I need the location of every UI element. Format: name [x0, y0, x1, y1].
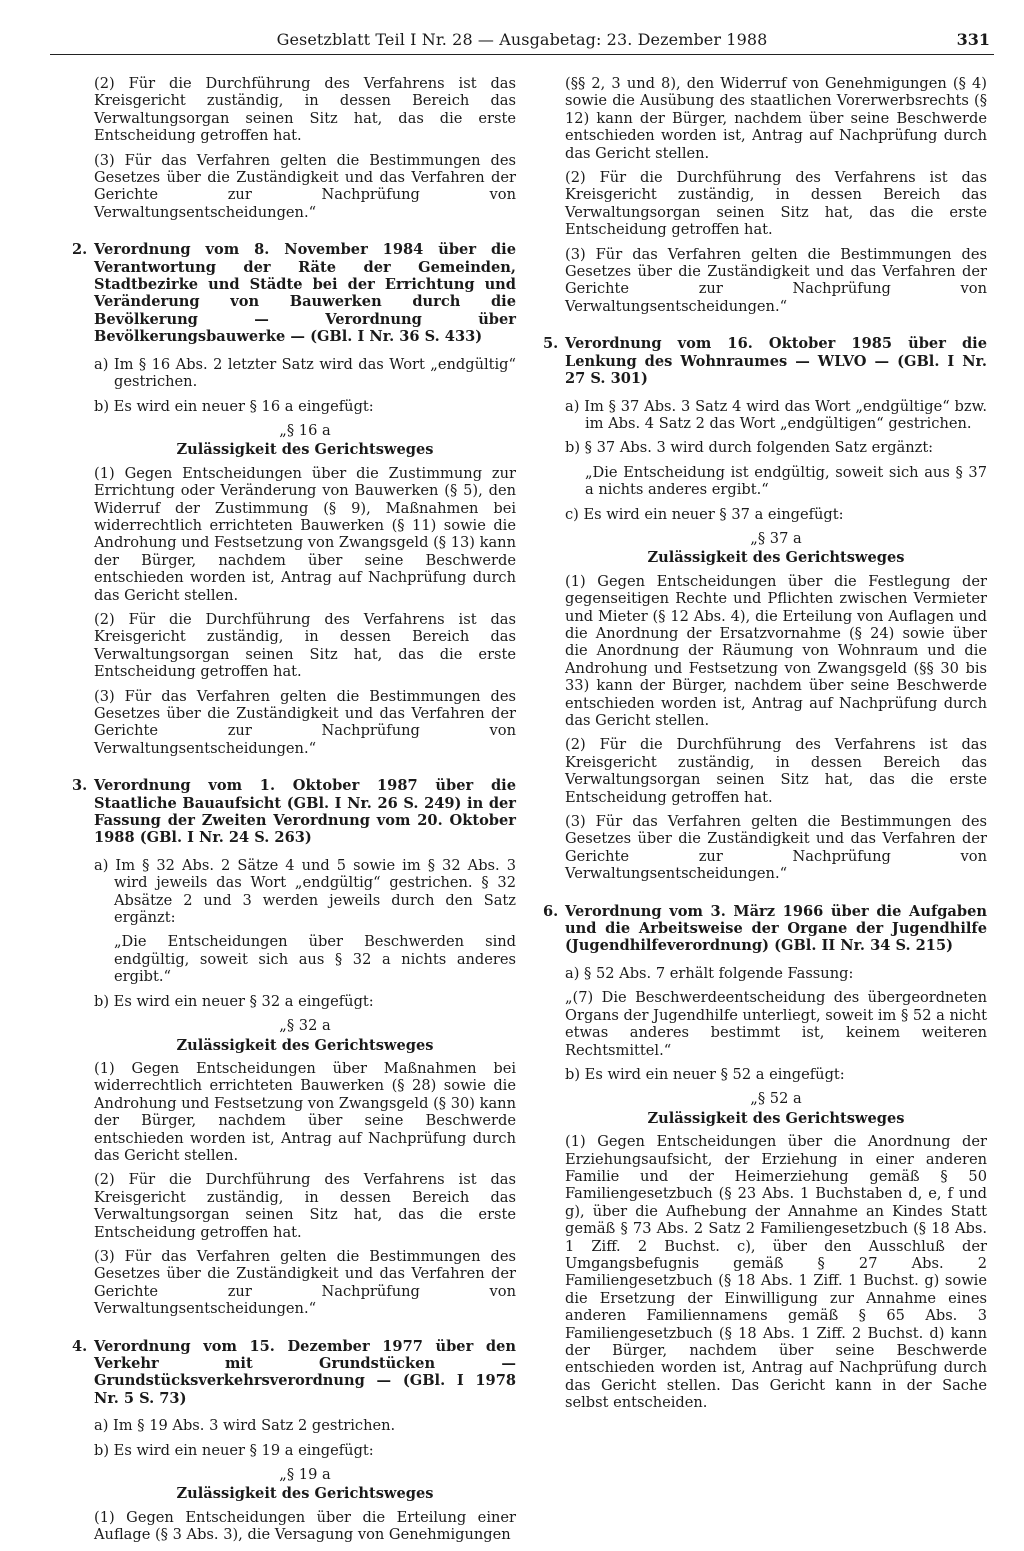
amendment-item: b) Es wird ein neuer § 19 a eingefügt:	[94, 1441, 374, 1459]
paragraph-mark: „§ 37 a	[750, 529, 802, 547]
paragraph-title: Zulässigkeit des Gerichtsweges	[176, 441, 434, 459]
amendment-item: b) Es wird ein neuer § 16 a eingefügt:	[94, 397, 374, 415]
section-title: Verordnung vom 1. Oktober 1987 über die Staatliche Bauaufsicht (GBl. I Nr. 26 S. 249) in der Fassung der Zweiten Verordnung vom 20. Oktober 1988 (GBl. I Nr. 24 S. 263)	[94, 777, 516, 847]
paragraph-mark: „§ 19 a	[279, 1466, 331, 1484]
right-column	[543, 75, 987, 1419]
section-heading	[72, 1338, 516, 1408]
paragraph: (2) Für die Durchführung des Verfahrens ist das Kreisgericht zuständig, in dessen Bereich das Verwaltungsorgan seinen Sitz hat, das die erste Entscheidung getroffen hat.	[94, 610, 516, 681]
paragraph: (1) Gegen Entscheidungen über die Erteilung einer Auflage (§ 3 Abs. 3), die Versagung von Genehmigungen	[94, 1508, 516, 1544]
paragraph: (1) Gegen Entscheidungen über die Festlegung der gegenseitigen Rechte und Pflichten zwischen Vermieter und Mieter (§ 12 Abs. 4), die Erteilung von Auflagen und die Anordnung der Ersatzvornahme (§ 24) sowie über die Anordnung der Räumung von Wohnraum und die Androhung und Festsetzung von Zwangsgeld (§§ 30 bis 33) kann der Bürger, nachdem über seine Beschwerde entschieden worden ist, Antrag auf Nachprüfung durch das Gericht stellen.	[565, 572, 987, 729]
paragraph: (§§ 2, 3 und 8), den Widerruf von Genehmigungen (§ 4) sowie die Ausübung des staatlichen Vorerwerbsrechts (§ 12) kann der Bürger, nachdem über seine Beschwerde entschieden worden ist, Antrag auf Nachprüfung durch das Gericht stellen.	[565, 75, 987, 162]
section-title: Verordnung vom 8. November 1984 über die Verantwortung der Räte der Gemeinden, Stadtbezirke und Städte bei der Errichtung und Veränderung von Bauwerken durch die Bevölkerung — Verordnung über Bevölkerungsbauwerke — (GBl. I Nr. 36 S. 433)	[94, 241, 516, 346]
header-title: Gesetzblatt Teil I Nr. 28 — Ausgabetag: 23. Dezember 1988	[276, 30, 768, 49]
inserted-quote: „(7) Die Beschwerdeentscheidung des übergeordneten Organs der Jugendhilfe unterliegt, soweit im § 52 a nicht etwas anderes bestimmt ist, keinem weiteren Rechtsmittel.“	[565, 989, 987, 1059]
paragraph: (1) Gegen Entscheidungen über Maßnahmen bei widerrechtlich errichteten Bauwerken (§ 28) sowie die Androhung und Festsetzung von Zwangsgeld (§ 30) kann der Bürger, nachdem über seine Beschwerde entschieden worden ist, Antrag auf Nachprüfung durch das Gericht stellen.	[94, 1059, 516, 1164]
paragraph: (3) Für das Verfahren gelten die Bestimmungen des Gesetzes über die Zuständigkeit und das Verfahren der Gerichte zur Nachprüfung von Verwaltungsentscheidungen.“	[94, 1247, 516, 1318]
section-title: Verordnung vom 3. März 1966 über die Aufgaben und die Arbeitsweise der Organe der Jugendhilfe (Jugendhilfeverordnung) (GBl. II Nr. 34 S. 215)	[565, 902, 987, 955]
paragraph: (2) Für die Durchführung des Verfahrens ist das Kreisgericht zuständig, in dessen Bereich das Verwaltungsorgan seinen Sitz hat, das die erste Entscheidung getroffen hat.	[94, 75, 516, 145]
section-number: 2.	[72, 241, 88, 259]
paragraph: (2) Für die Durchführung des Verfahrens ist das Kreisgericht zuständig, in dessen Bereich das Verwaltungsorgan seinen Sitz hat, das die erste Entscheidung getroffen hat.	[565, 169, 987, 239]
paragraph-mark: „§ 16 a	[279, 421, 331, 439]
amendment-item: a) § 52 Abs. 7 erhält folgende Fassung:	[565, 964, 854, 982]
amendment-item: a) Im § 37 Abs. 3 Satz 4 wird das Wort „endgültige“ bzw. im Abs. 4 Satz 2 das Wort „endgültigen“ gestrichen.	[565, 397, 987, 432]
paragraph: (3) Für das Verfahren gelten die Bestimmungen des Gesetzes über die Zuständigkeit und das Verfahren der Gerichte zur Nachprüfung von Verwaltungsentscheidungen.“	[565, 245, 987, 315]
section-title: Verordnung vom 16. Oktober 1985 über die Lenkung des Wohnraumes — WLVO — (GBl. I Nr. 27 S. 301)	[565, 335, 987, 388]
section-heading	[543, 903, 987, 955]
left-column	[72, 75, 516, 1551]
paragraph: (2) Für die Durchführung des Verfahrens ist das Kreisgericht zuständig, in dessen Bereich das Verwaltungsorgan seinen Sitz hat, das die erste Entscheidung getroffen hat.	[94, 1171, 516, 1241]
amendment-item: b) Es wird ein neuer § 52 a eingefügt:	[565, 1065, 845, 1083]
amendment-item: b) § 37 Abs. 3 wird durch folgenden Satz ergänzt:	[565, 439, 934, 457]
paragraph-mark: „§ 52 a	[750, 1090, 802, 1108]
section-number: 5.	[543, 335, 559, 353]
section-heading	[543, 335, 987, 387]
paragraph: (3) Für das Verfahren gelten die Bestimmungen des Gesetzes über die Zuständigkeit und das Verfahren der Gerichte zur Nachprüfung von Verwaltungsentscheidungen.“	[565, 813, 987, 883]
amendment-item: c) Es wird ein neuer § 37 a eingefügt:	[565, 505, 844, 523]
paragraph: (1) Gegen Entscheidungen über die Anordnung der Erziehungsaufsicht, der Erziehung in einer anderen Familie und der Heimerziehung gemäß § 50 Familiengesetzbuch (§ 23 Abs. 1 Buchstaben d, e, f und g), über die Aufhebung der Annahme an Kindes Statt gemäß § 73 Abs. 2 Satz 2 Familiengesetzbuch (§ 18 Abs. 1 Ziff. 2 Buchst. c), über den Ausschluß der Umgangsbefugnis gemäß § 27 Abs. 2 Familiengesetzbuch (§ 18 Abs. 1 Ziff. 1 Buchst. g) sowie die Ersetzung der Einwilligung zur Annahme eines anderen Familiennamens gemäß § 65 Abs. 3 Familiengesetzbuch (§ 18 Abs. 1 Ziff. 2 Buchst. d) kann der Bürger, nachdem über seine Beschwerde entschieden worden ist, Antrag auf Nachprüfung durch das Gericht stellen. Das Gericht kann in der Sache selbst entscheiden.	[565, 1133, 987, 1412]
section-number: 6.	[543, 902, 559, 920]
section-heading	[72, 241, 516, 345]
section-number: 4.	[72, 1337, 88, 1355]
paragraph-title: Zulässigkeit des Gerichtsweges	[176, 1036, 434, 1054]
inserted-quote: „Die Entscheidung ist endgültig, soweit sich aus § 37 a nichts anderes ergibt.“	[585, 463, 987, 499]
amendment-item: a) Im § 16 Abs. 2 letzter Satz wird das Wort „endgültig“ gestrichen.	[94, 355, 516, 391]
amendment-item: b) Es wird ein neuer § 32 a eingefügt:	[94, 992, 374, 1010]
paragraph-title: Zulässigkeit des Gerichtsweges	[647, 549, 905, 567]
section-number: 3.	[72, 777, 88, 795]
section-title: Verordnung vom 15. Dezember 1977 über den Verkehr mit Grundstücken — Grundstücksverkehrsverordnung — (GBl. I 1978 Nr. 5 S. 73)	[94, 1337, 516, 1407]
paragraph-title: Zulässigkeit des Gerichtsweges	[647, 1109, 905, 1127]
paragraph: (3) Für das Verfahren gelten die Bestimmungen des Gesetzes über die Zuständigkeit und das Verfahren der Gerichte zur Nachprüfung von Verwaltungsentscheidungen.“	[94, 151, 516, 221]
amendment-item: a) Im § 32 Abs. 2 Sätze 4 und 5 sowie im § 32 Abs. 3 wird jeweils das Wort „endgültig“ gestrichen. § 32 Absätze 2 und 3 werden jeweils durch den Satz ergänzt:	[94, 856, 516, 927]
inserted-quote: „Die Entscheidungen über Beschwerden sind endgültig, soweit sich aus § 32 a nichts anderes ergibt.“	[114, 933, 516, 986]
page-number: 331	[956, 30, 990, 49]
page-header	[50, 30, 994, 55]
section-heading	[72, 777, 516, 847]
paragraph: (3) Für das Verfahren gelten die Bestimmungen des Gesetzes über die Zuständigkeit und das Verfahren der Gerichte zur Nachprüfung von Verwaltungsentscheidungen.“	[94, 687, 516, 757]
amendment-item: a) Im § 19 Abs. 3 wird Satz 2 gestrichen.	[94, 1417, 396, 1435]
paragraph: (2) Für die Durchführung des Verfahrens ist das Kreisgericht zuständig, in dessen Bereich das Verwaltungsorgan seinen Sitz hat, das die erste Entscheidung getroffen hat.	[565, 736, 987, 806]
paragraph-mark: „§ 32 a	[279, 1017, 331, 1035]
paragraph: (1) Gegen Entscheidungen über die Zustimmung zur Errichtung oder Veränderung von Bauwerken (§ 5), den Widerruf der Zustimmung (§ 9), Maßnahmen bei widerrechtlich errichteten Bauwerken (§ 11) sowie die Androhung und Festsetzung von Zwangsgeld (§ 13) kann der Bürger, nachdem über seine Beschwerde entschieden worden ist, Antrag auf Nachprüfung durch das Gericht stellen.	[94, 464, 516, 604]
paragraph-title: Zulässigkeit des Gerichtsweges	[176, 1485, 434, 1503]
